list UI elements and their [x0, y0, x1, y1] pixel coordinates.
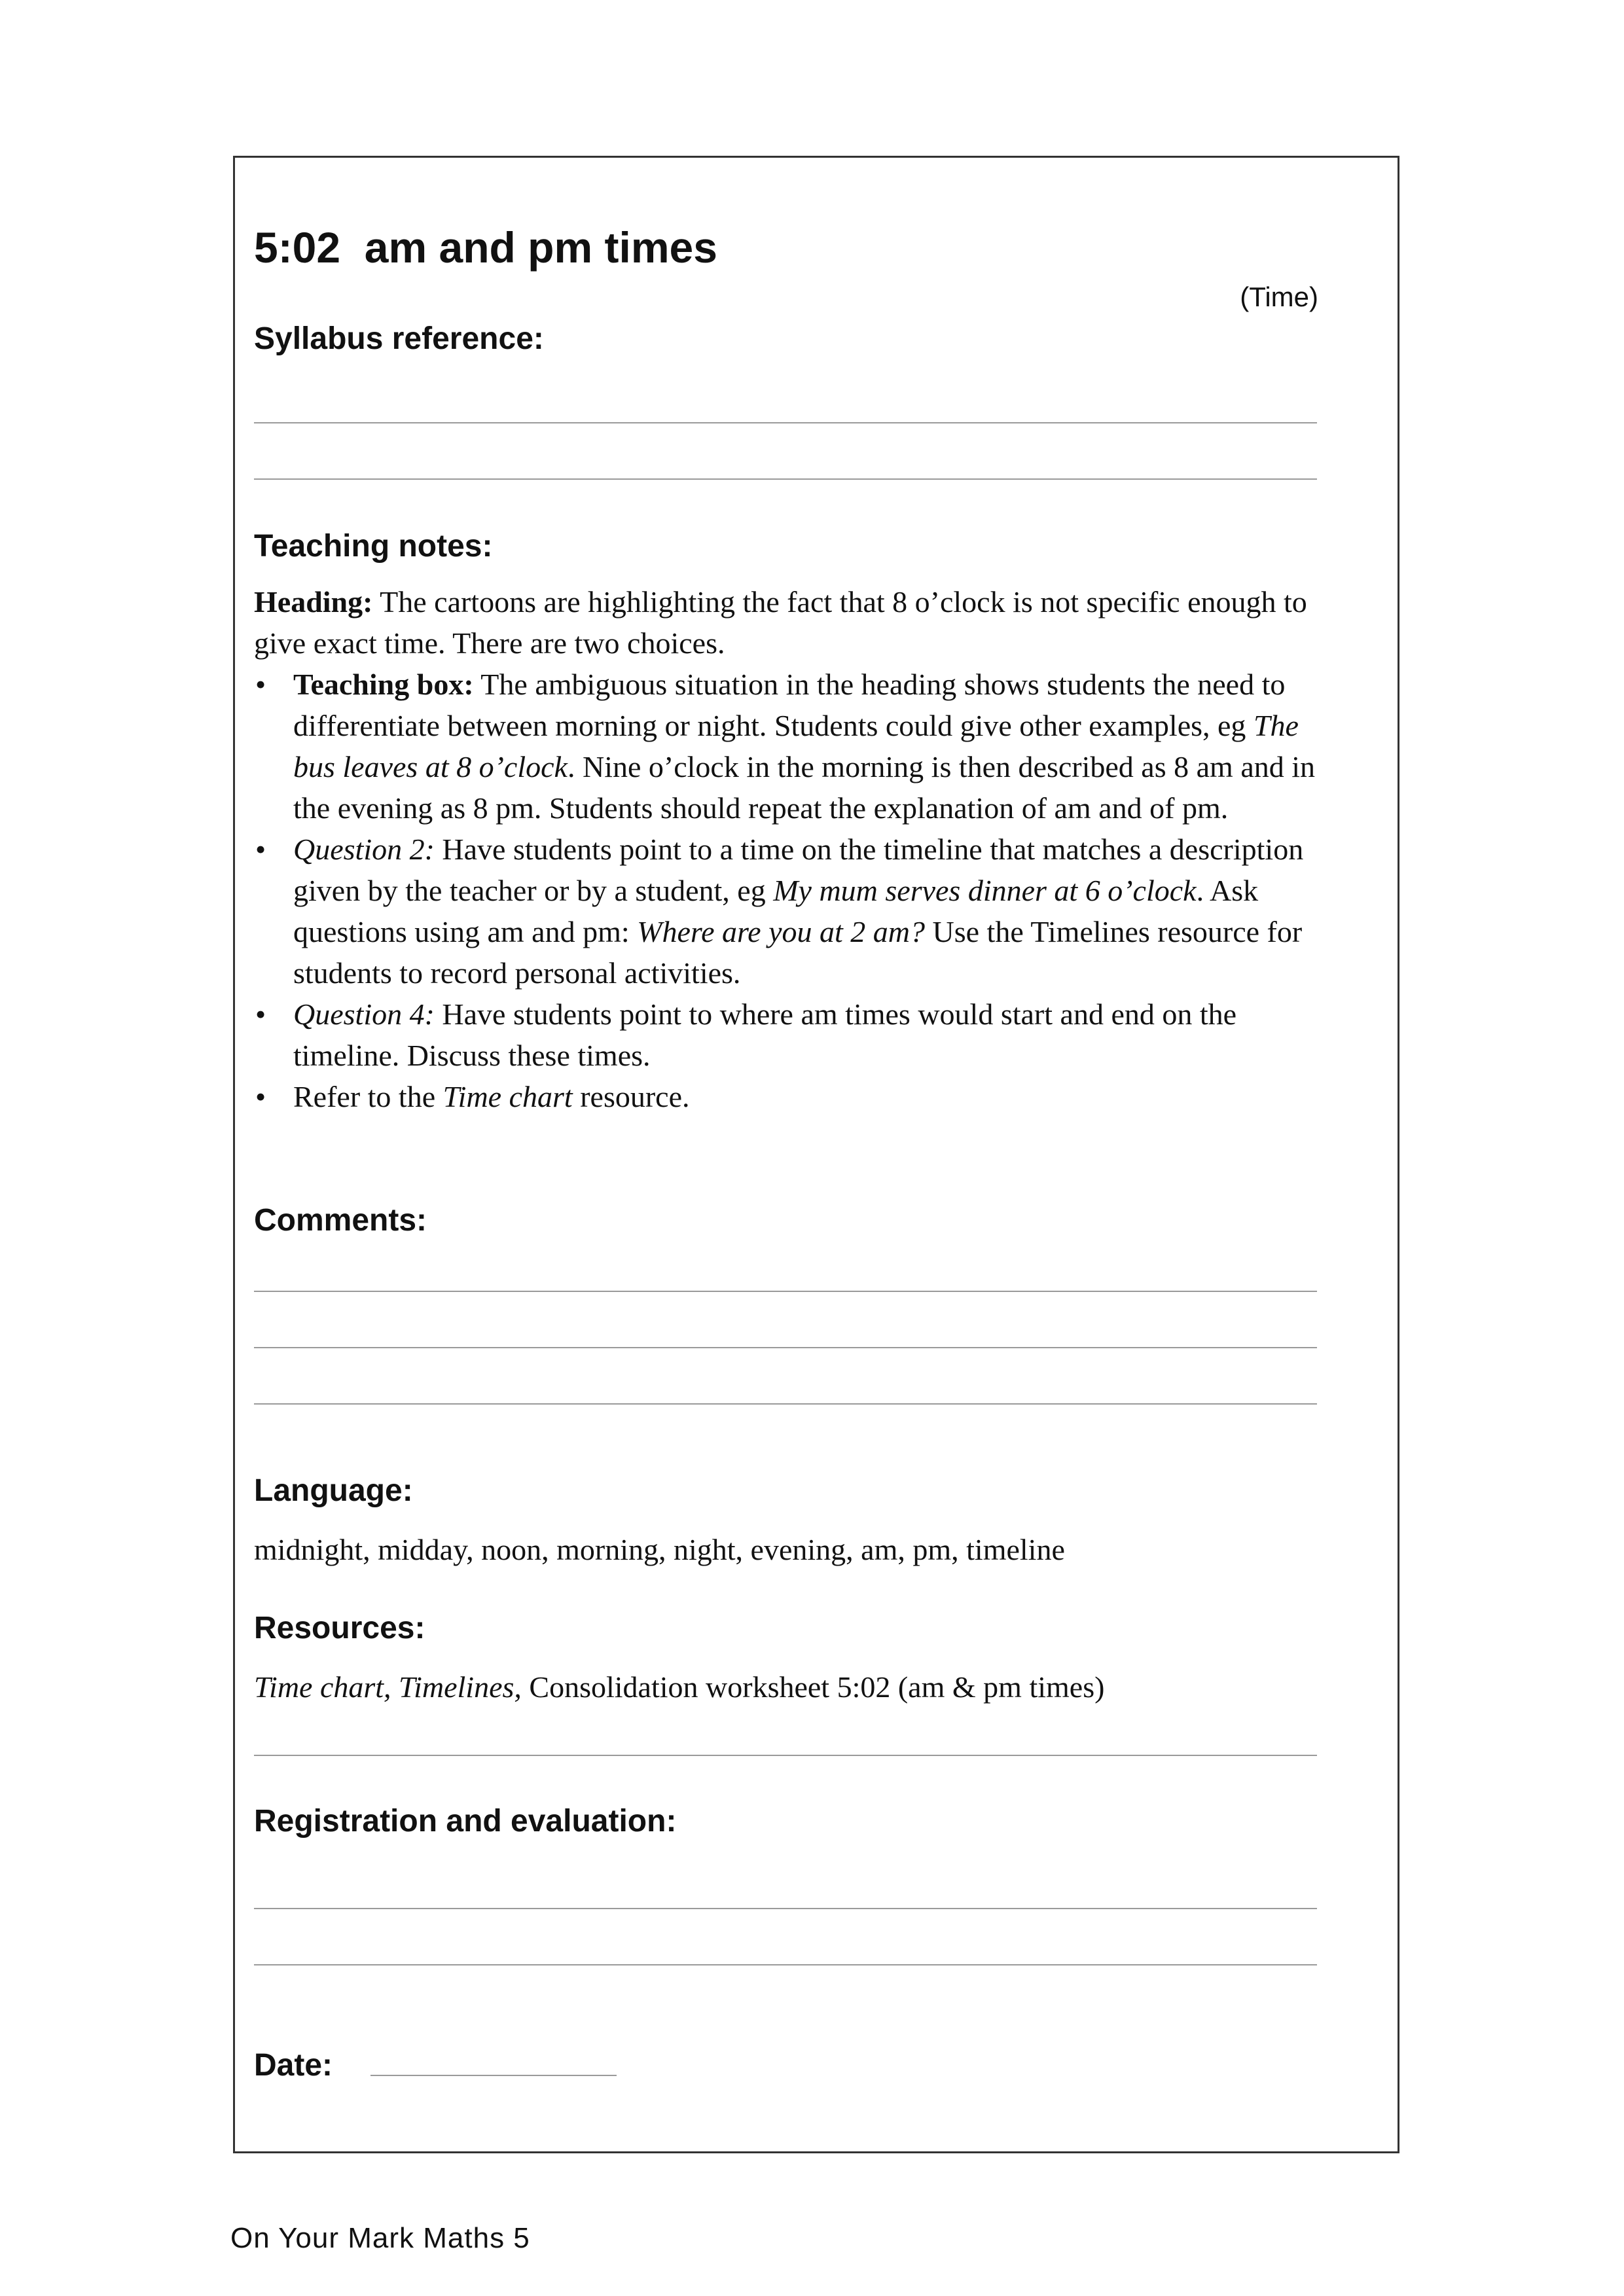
question-2-label: Question 2: [293, 833, 435, 866]
resources-text [254, 1666, 1104, 1708]
comments-line-3 [254, 1403, 1317, 1405]
refer-text-end: resource. [572, 1080, 690, 1113]
registration-heading: Registration and evaluation: [254, 1804, 677, 1839]
heading-note [254, 581, 1327, 664]
teaching-box-example: The bus leaves at 8 o’clock [293, 709, 1299, 783]
syllabus-line-1 [254, 422, 1317, 423]
teaching-notes-body [254, 581, 1327, 1117]
comments-line-2 [254, 1347, 1317, 1348]
question-2-text-mid: . Ask questions using am and pm: [293, 874, 1259, 948]
teaching-notes-list [254, 664, 1327, 1117]
syllabus-line-2 [254, 478, 1317, 480]
bullet-glyph: • [255, 668, 266, 701]
registration-line-1 [254, 1908, 1317, 1909]
teaching-box-text: The ambiguous situation in the heading shows students the need to differentiate between morning or night. Students could give other examples, eg [293, 668, 1286, 742]
date-line [370, 2075, 617, 2076]
registration-line-2 [254, 1964, 1317, 1965]
list-item [254, 994, 1327, 1076]
resources-italic: Time chart, Timelines, [254, 1670, 522, 1704]
language-heading: Language: [254, 1473, 413, 1508]
worksheet-frame [233, 156, 1399, 2153]
heading-note-text: The cartoons are highlighting the fact that 8 o’clock is not specific enough to give exact time. There are two choices. [254, 585, 1307, 660]
bullet-glyph: • [255, 1080, 266, 1113]
question-2-text: Have students point to a time on the timeline that matches a description given by the teacher or by a student, eg [293, 833, 1304, 907]
subject-label: (Time) [1240, 281, 1318, 312]
question-4-text: Have students point to where am times would start and end on the timeline. Discuss these times. [293, 997, 1237, 1072]
list-item [254, 664, 1327, 829]
language-text: midnight, midday, noon, morning, night, evening, am, pm, timeline [254, 1533, 1065, 1566]
refer-text: Refer to the [293, 1080, 443, 1113]
date-heading: Date: [254, 2048, 333, 2083]
list-item [254, 829, 1327, 994]
bullet-glyph: • [255, 833, 266, 866]
comments-line-1 [254, 1291, 1317, 1292]
resources-rest: Consolidation worksheet 5:02 (am & pm times) [521, 1670, 1105, 1704]
teaching-notes-heading: Teaching notes: [254, 529, 493, 564]
footer-text: On Your Mark Maths 5 [230, 2222, 530, 2254]
resources-line [254, 1755, 1317, 1756]
bullet-glyph: • [255, 997, 266, 1031]
question-2-text-end: Use the Timelines resource for students to record personal activities. [293, 915, 1303, 990]
teaching-box-label: Teaching box: [293, 668, 474, 701]
list-item [254, 1076, 1327, 1117]
syllabus-heading: Syllabus reference: [254, 321, 544, 356]
teaching-box-text-end: . Nine o’clock in the morning is then described as 8 am and in the evening as 8 pm. Students should repeat the explanation of am and of pm. [293, 750, 1316, 825]
resources-heading: Resources: [254, 1611, 425, 1645]
question-2-example: My mum serves dinner at 6 o’clock [773, 874, 1197, 907]
question-2-question: Where are you at 2 am? [637, 915, 926, 948]
comments-heading: Comments: [254, 1203, 427, 1238]
heading-note-label: Heading: [254, 585, 373, 619]
page-title: 5:02 am and pm times [254, 223, 717, 272]
refer-resource: Time chart [442, 1080, 573, 1113]
question-4-label: Question 4: [293, 997, 435, 1031]
